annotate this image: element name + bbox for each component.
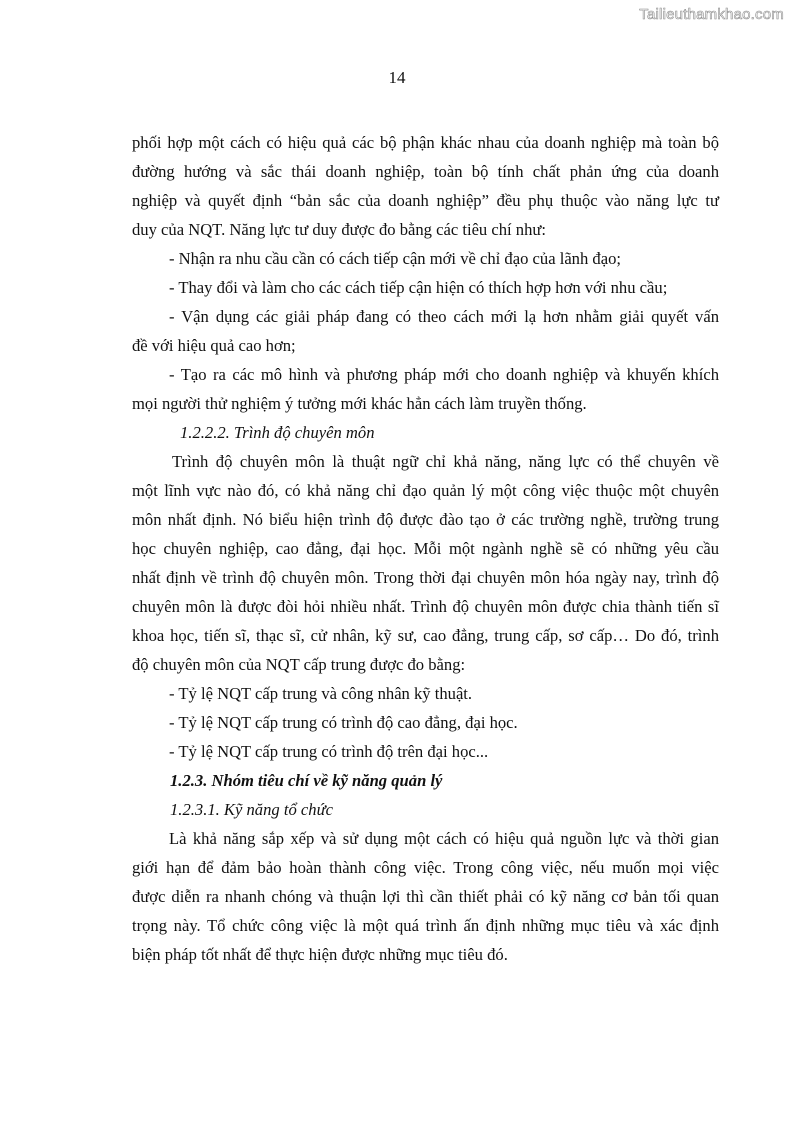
text-line: mọi người thử nghiệm ý tưởng mới khác hẳn cách làm truyền thống. xyxy=(132,394,587,413)
text-line: đề với hiệu quả cao hơn; xyxy=(132,336,296,355)
section-heading-1-2-3-1: 1.2.3.1. Kỹ năng tổ chức xyxy=(170,800,333,819)
text-line: giới hạn để đảm bảo hoàn thành công việc. Trong công việc, nếu muốn mọi việc xyxy=(132,858,719,877)
section-heading-1-2-2-2: 1.2.2.2. Trình độ chuyên môn xyxy=(180,423,375,442)
bullet-item: - Tạo ra các mô hình và phương pháp mới cho doanh nghiệp và khuyến khích xyxy=(169,365,719,384)
text-line: học chuyên nghiệp, cao đẳng, đại học. Mỗi một ngành nghề sẽ có những yêu cầu xyxy=(132,539,719,558)
bullet-item: - Tỷ lệ NQT cấp trung có trình độ trên đại học... xyxy=(169,742,489,761)
text-line: đường hướng và sắc thái doanh nghiệp, toàn bộ tính chất phản ứng của doanh xyxy=(132,162,719,181)
page-number: 14 xyxy=(388,68,406,87)
text-line: khoa học, tiến sĩ, thạc sĩ, cử nhân, kỹ sư, cao đẳng, trung cấp, sơ cấp… Do đó, trình xyxy=(132,626,719,645)
text-line: nghiệp và quyết định “bản sắc của doanh nghiệp” đều phụ thuộc vào năng lực tư xyxy=(132,191,719,210)
text-line: phối hợp một cách có hiệu quả các bộ phận khác nhau của doanh nghiệp mà toàn bộ xyxy=(132,133,719,152)
document-body xyxy=(132,128,719,969)
bullet-item: - Vận dụng các giải pháp đang có theo cách mới lạ hơn nhằm giải quyết vấn xyxy=(169,307,719,326)
text-line: duy của NQT. Năng lực tư duy được đo bằng các tiêu chí như: xyxy=(132,220,547,239)
text-line: Trình độ chuyên môn là thuật ngữ chỉ khả năng, năng lực có thể chuyên về xyxy=(172,452,719,471)
watermark-text: Tailieuthamkhao.com xyxy=(639,6,784,23)
bullet-item: - Tỷ lệ NQT cấp trung và công nhân kỹ thuật. xyxy=(169,684,473,703)
section-heading-1-2-3: 1.2.3. Nhóm tiêu chí về kỹ năng quản lý xyxy=(170,771,443,790)
text-line: chuyên môn là được đòi hỏi nhiều nhất. Trình độ chuyên môn được chia thành tiến sĩ xyxy=(132,597,719,616)
text-line: được diễn ra nhanh chóng và thuận lợi thì cần thiết phải có kỹ năng cơ bản tối quan xyxy=(132,887,719,906)
text-line: một lĩnh vực nào đó, có khả năng chỉ đạo quản lý một công việc thuộc một chuyên xyxy=(132,481,719,500)
text-line: Là khả năng sắp xếp và sử dụng một cách có hiệu quả nguồn lực và thời gian xyxy=(169,829,719,848)
text-line: độ chuyên môn của NQT cấp trung được đo bằng: xyxy=(132,655,466,674)
text-line: biện pháp tốt nhất để thực hiện được những mục tiêu đó. xyxy=(132,945,508,964)
text-line: nhất định về trình độ chuyên môn. Trong thời đại chuyên môn hóa ngày nay, trình độ xyxy=(132,568,719,587)
text-line: trọng này. Tổ chức công việc là một quá trình ấn định những mục tiêu và xác định xyxy=(132,916,719,935)
text-line: môn nhất định. Nó biểu hiện trình độ được đào tạo ở các trường nghề, trường trung xyxy=(132,510,719,529)
bullet-item: - Thay đổi và làm cho các cách tiếp cận hiện có thích hợp hơn với nhu cầu; xyxy=(169,278,668,297)
bullet-item: - Tỷ lệ NQT cấp trung có trình độ cao đẳng, đại học. xyxy=(169,713,518,732)
bullet-item: - Nhận ra nhu cầu cần có cách tiếp cận mới về chỉ đạo của lãnh đạo; xyxy=(169,249,621,268)
